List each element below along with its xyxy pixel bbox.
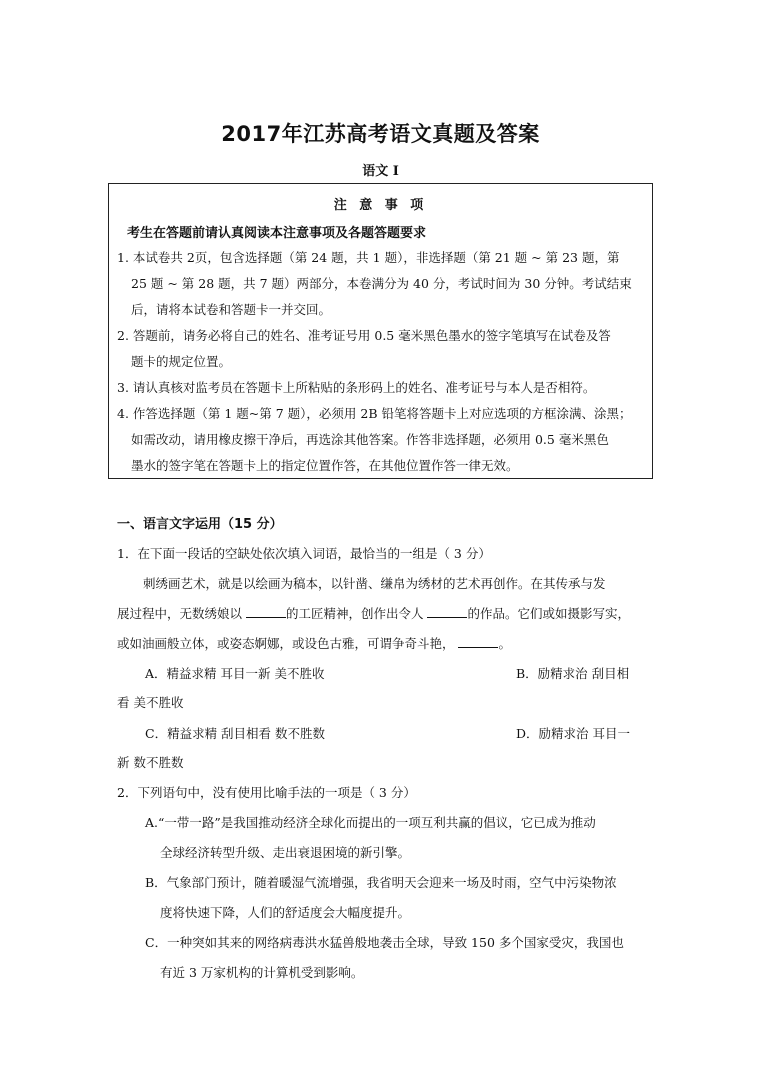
question-1-passage (117, 634, 511, 652)
question-1-stem: 1．在下面一段话的空缺处依次填入词语，最恰当的一组是（ 3 分） (117, 546, 491, 561)
notice-box (108, 183, 653, 479)
fill-blank (427, 605, 467, 618)
notice-line: 25 题 ~ 第 28 题，共 7 题）两部分，本卷满分为 40 分，考试时间为 30 分钟。考试结束 (131, 276, 632, 291)
option-a-continued: 全球经济转型升级、走出衰退困境的新引擎。 (160, 845, 411, 860)
section-heading: 一、语言文字运用（15 分） (117, 517, 283, 532)
option-a: A.“一带一路”是我国推动经济全球化而提出的一项互利共赢的倡议，它已成为推动 (145, 815, 596, 830)
notice-lead: 考生在答题前请认真阅读本注意事项及各题答题要求 (127, 226, 427, 241)
notice-heading: 注 意 事 项 (333, 198, 428, 213)
notice-line: 题卡的规定位置。 (131, 354, 232, 369)
option-b-continued: 度将快速下降，人们的舒适度会大幅度提升。 (160, 905, 411, 920)
notice-line: 4. 作答选择题（第 1 题~第 7 题），必须用 2B 铅笔将答题卡上对应选项的方框涂满、涂黑； (117, 406, 632, 421)
notice-line: 1. 本试卷共 2页，包含选择题（第 24 题，共 1 题），非选择题（第 21 题 ~ 第 23 题，第 (117, 250, 620, 265)
option-c: C．精益求精 刮目相看 数不胜数 (145, 726, 326, 741)
option-c: C．一种突如其来的网络病毒洪水猛兽般地袭击全球，导致 150 多个国家受灾，我国也 (145, 935, 624, 950)
option-b: B．励精求治 刮目相 (516, 666, 630, 681)
page-subtitle: 语文 I (362, 164, 399, 179)
option-b-continued: 看 美不胜收 (117, 695, 184, 710)
page-title: 2017年江苏高考语文真题及答案 (221, 122, 540, 146)
question-1-passage (117, 604, 630, 622)
fill-blank (458, 635, 498, 648)
fill-blank (246, 605, 286, 618)
passage-text: 的工匠精神，创作出令人 (285, 606, 428, 621)
option-a: A．精益求精 耳目一新 美不胜收 (145, 666, 325, 681)
option-d: D．励精求治 耳目一 (516, 726, 630, 741)
notice-line: 墨水的签字笔在答题卡上的指定位置作答，在其他位置作答一律无效。 (131, 458, 519, 473)
notice-line: 如需改动，请用橡皮擦干净后，再选涂其他答案。作答非选择题，必须用 0.5 毫米黑色 (131, 432, 609, 447)
notice-line: 3. 请认真核对监考员在答题卡上所粘贴的条形码上的姓名、准考证号与本人是否相符。 (117, 380, 596, 395)
option-b: B．气象部门预计，随着暖湿气流增强，我省明天会迎来一场及时雨，空气中污染物浓 (145, 875, 617, 890)
question-1-passage: 刺绣画艺术，就是以绘画为稿本，以针凿、缣帛为绣材的艺术再创作。在其传承与发 (143, 576, 606, 591)
passage-text: 的作品。它们或如摄影写实， (467, 606, 630, 621)
passage-text: 展过程中，无数绣娘以 (117, 606, 246, 621)
question-2-stem: 2．下列语句中，没有使用比喻手法的一项是（ 3 分） (117, 785, 416, 800)
notice-line: 2. 答题前，请务必将自己的姓名、准考证号用 0.5 毫米黑色墨水的签字笔填写在试卷及答 (117, 328, 611, 343)
notice-line: 后，请将本试卷和答题卡一并交回。 (131, 302, 332, 317)
passage-text: 或如油画般立体，或姿态婀娜，或设色古雅，可谓争奇斗艳， (117, 636, 459, 651)
passage-text: 。 (498, 636, 511, 651)
option-c-continued: 有近 3 万家机构的计算机受到影响。 (160, 965, 364, 980)
option-d-continued: 新 数不胜数 (117, 755, 184, 770)
